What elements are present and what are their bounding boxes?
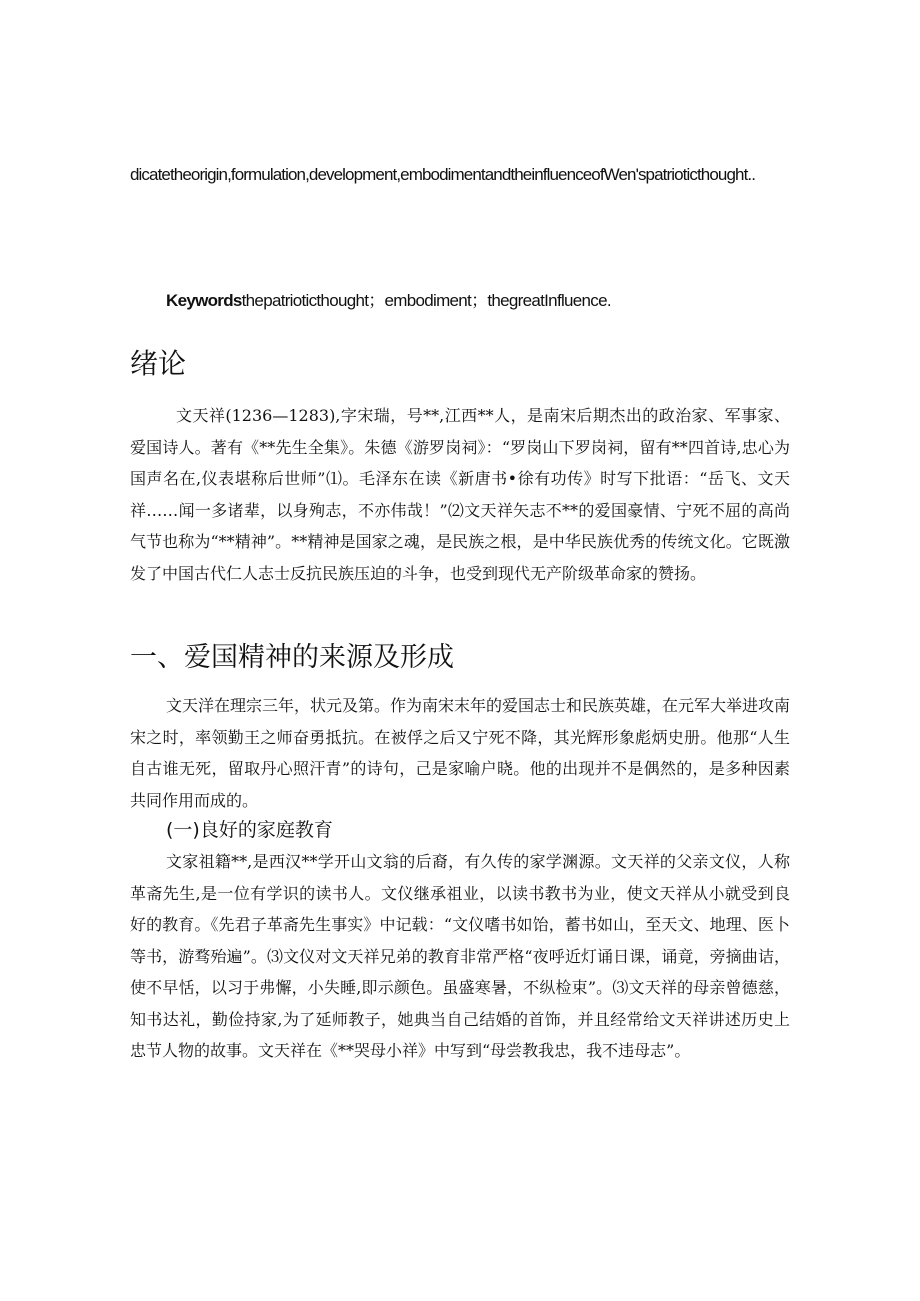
intro-paragraph: 文天祥(1236—1283),字宋瑞，号**,江西**人，是南宋后期杰出的政治家、军事家、爱国诗人。著有《**先生全集》。朱德《游罗岗祠》：“罗岗山下罗岗祠，留有**四首诗,忠心为国声名在,仪表堪称后世师”⑴。毛泽东在读《新唐书•徐有功传》时写下批语：“岳飞、文天祥……闻一多诸辈，以身殉志，不亦伟哉！”⑵文天祥矢志不**的爱国豪情、宁死不屈的高尚气节也称为“**精神”。**精神是国家之魂，是民族之根，是中华民族优秀的传统文化。它既激发了中国古代仁人志士反抗民族压迫的斗争，也受到现代无产阶级革命家的赞扬。 [130, 406, 790, 583]
intro-heading: 绪论 [130, 347, 187, 380]
subsection-heading: (一)良好的家庭教育 [166, 819, 333, 841]
keywords-line [166, 288, 806, 314]
abstract-tail-text: dicatetheorigin,formulation,development,embodimentandtheinfluenceofWen'spatrioticthought.. [130, 165, 756, 184]
section-one-heading: 一、爱国精神的来源及形成 [130, 642, 454, 673]
section-one-paragraph: 文天洋在理宗三年，状元及第。作为南宋末年的爱国志士和民族英雄，在元军大举进攻南宋之时，率领勤王之师奋勇抵抗。在被俘之后又宁死不降，其光辉形象彪炳史册。他那“人生自古谁无死，留取丹心照汗青”的诗句，己是家喻户晓。他的出现并不是偶然的，是多种因素共同作用而成的。 [130, 696, 791, 810]
keywords-label: Keywords [166, 291, 242, 310]
subsection-paragraph: 文家祖籍**,是西汉**学开山文翁的后裔，有久传的家学渊源。文天祥的父亲文仪，人称革斋先生,是一位有学识的读书人。文仪继承祖业，以读书教书为业，使文天祥从小就受到良好的教育。《先君子革斋先生事实》中记载：“文仪嗜书如饴，蓄书如山，至天文、地理、医卜等书，游骛殆遍”。⑶文仪对文天祥兄弟的教育非常严格“夜呼近灯诵日课，诵竟，旁摘曲诘，使不早恬，以习于弗懈，小失睡,即示颜色。虽盛寒暑，不纵检束”。⑶文天祥的母亲曾德慈，知书达礼，勤俭持家,为了延师教子，她典当自己结婚的首饰，并且经常给文天祥讲述历史上忠节人物的故事。文天祥在《**哭母小祥》中写到“母尝教我忠，我不违母志”。 [130, 852, 790, 1060]
keywords-text: thepatrioticthought；embodiment；thegreatInfluence. [241, 291, 611, 310]
